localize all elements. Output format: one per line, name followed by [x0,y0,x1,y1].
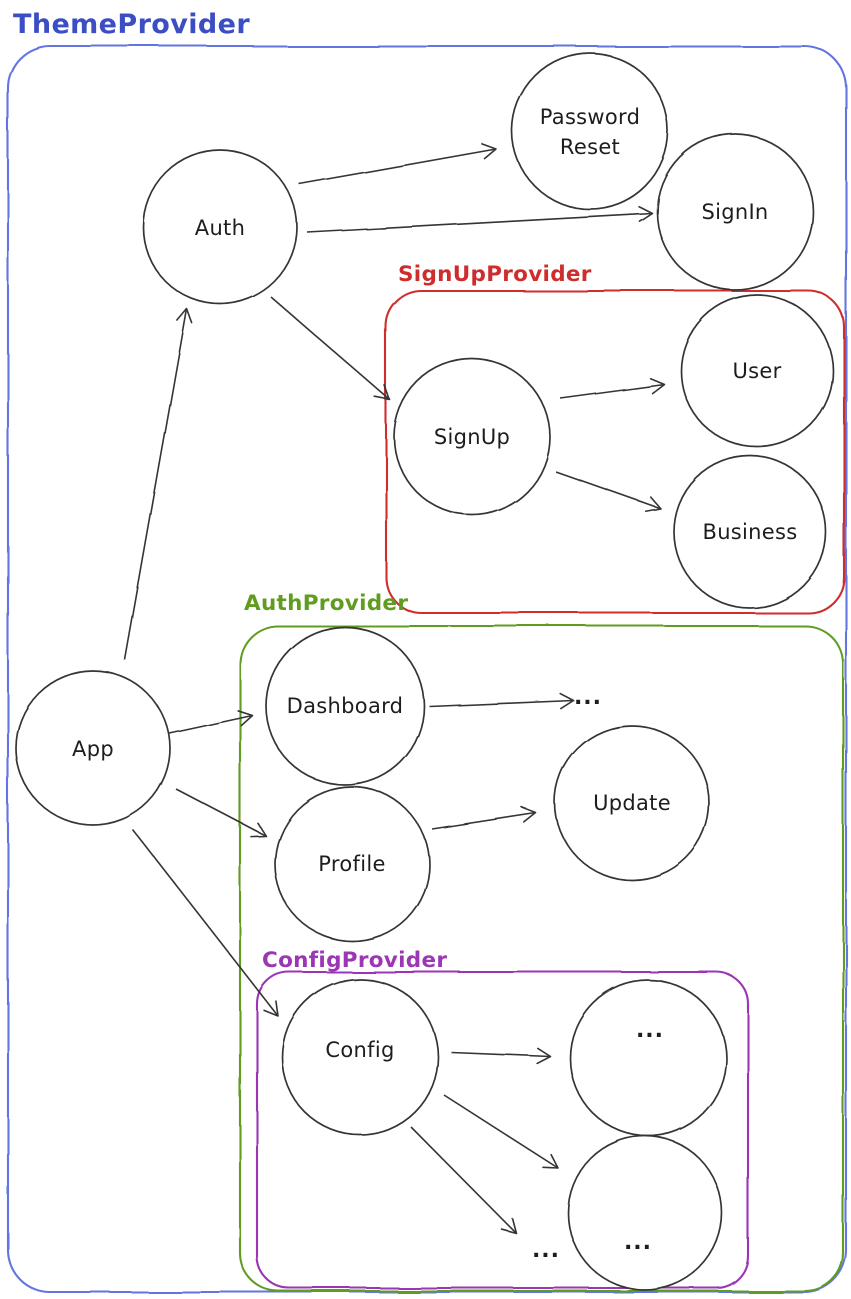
more-top-circle-label: ... [635,1018,665,1043]
edge-app-to-profile [176,789,266,836]
edge-config-to-more-blue [411,1127,516,1233]
node-signup-label: SignUp [433,425,511,449]
edge-signup-to-user [560,384,664,398]
edge-app-to-auth [125,309,187,660]
more-bottom-circle-label: ... [623,1230,653,1255]
signup-provider-label: SignUpProvider [398,262,592,287]
theme-provider-label: ThemeProvider [13,9,251,40]
node-password-reset-label-line1: Password [539,105,641,129]
dashboard-more-label: ... [573,685,603,710]
node-profile-label: Profile [318,852,386,876]
edge-config-to-more-top [451,1052,550,1056]
node-more-top-circle [570,980,726,1136]
node-password-reset-circle [512,53,668,209]
node-update-label: Update [593,791,671,815]
edge-auth-to-signin [307,213,652,232]
node-more-bottom-circle [568,1136,722,1290]
node-password-reset-label-line2: Reset [559,135,621,159]
node-signin-label: SignIn [701,200,769,224]
node-dashboard-label: Dashboard [286,694,404,718]
edge-config-to-more-bottom [444,1095,558,1168]
edge-signup-to-business [556,472,661,509]
edge-dashboard-to-more [429,700,573,706]
edge-auth-to-password-reset [299,149,496,184]
edge-auth-to-signup [271,297,390,400]
node-app-label: App [72,737,114,761]
node-config-label: Config [325,1038,395,1062]
edge-app-to-config [133,830,278,1016]
config-provider-label: ConfigProvider [262,948,448,973]
node-user-label: User [732,359,782,383]
nodes [16,53,833,1290]
edge-profile-to-update [432,813,536,829]
node-business-label: Business [702,520,798,544]
node-auth-label: Auth [194,216,246,240]
auth-provider-label: AuthProvider [244,591,409,616]
config-more-blue-label: ... [531,1238,561,1263]
